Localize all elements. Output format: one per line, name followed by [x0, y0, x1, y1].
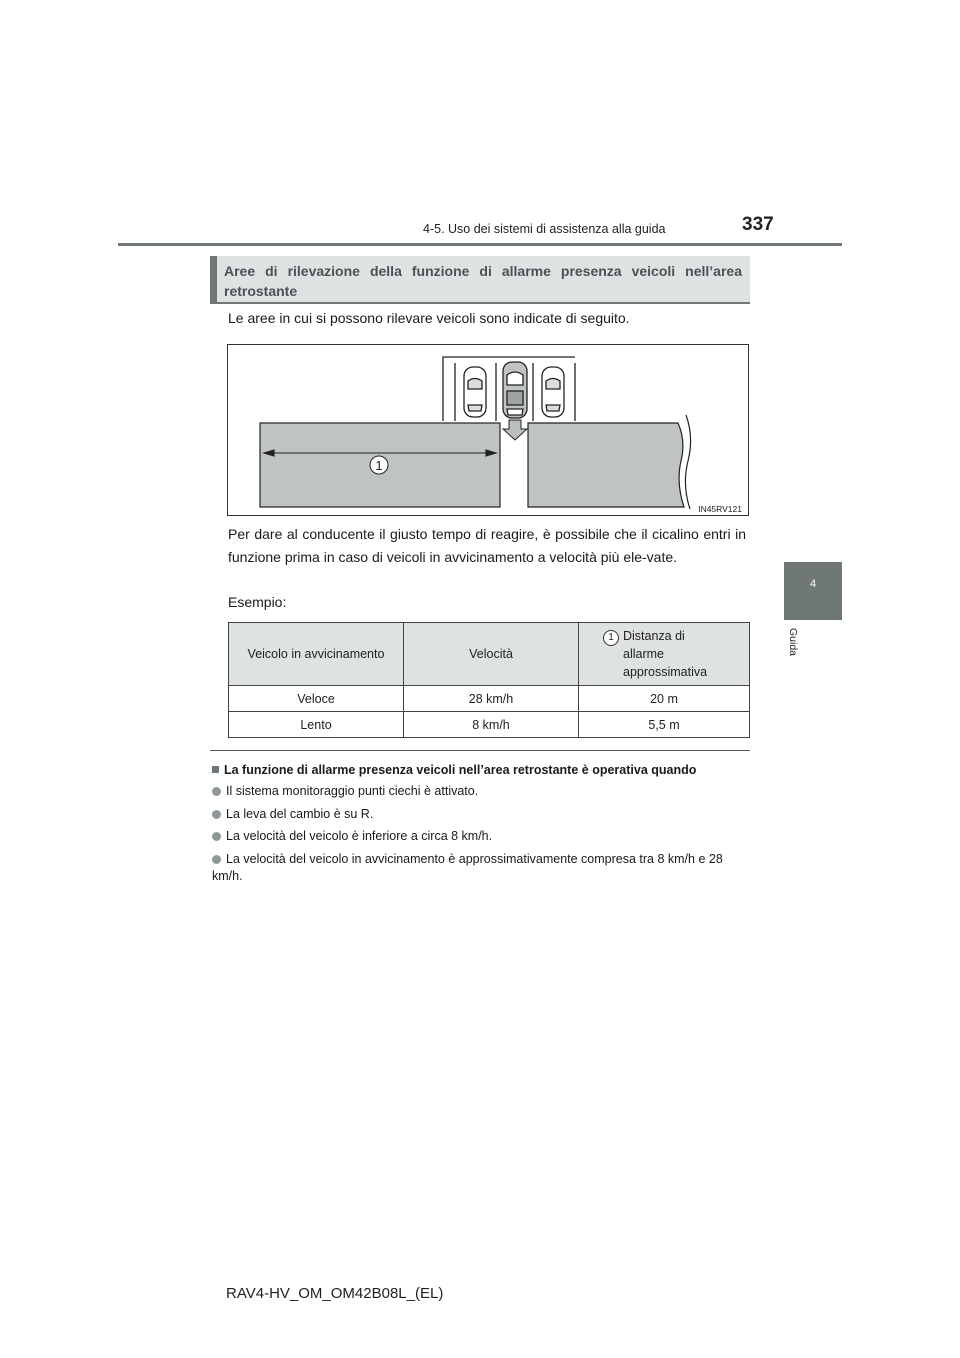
- list-item: La velocità del veicolo in avvicinamento è approssimativamente compresa tra 8 km/h e 28 km/h.: [212, 852, 723, 883]
- reaction-paragraph: Per dare al conducente il giusto tempo di reagire, è possibile che il cicalino entri in funzione prima in caso di veicoli in avvicinamento a velocità più ele-vate.: [228, 526, 746, 565]
- table-header-callout: 1: [603, 630, 619, 646]
- notes-title: [212, 763, 696, 777]
- table-cell: Veloce: [229, 686, 404, 712]
- table-cell: 28 km/h: [404, 686, 579, 712]
- table-row: [229, 712, 750, 738]
- figure-callout: 1: [375, 458, 383, 473]
- footer-doc-code: RAV4-HV_OM_OM42B08L_(EL): [226, 1285, 444, 1302]
- parked-car-left-icon: [464, 367, 486, 417]
- table-header-row: [229, 623, 750, 686]
- warning-distance-table: [228, 622, 750, 738]
- parked-car-right-icon: [542, 367, 564, 417]
- table-cell: 8 km/h: [404, 712, 579, 738]
- bullet-icon: [212, 855, 221, 864]
- notes-rule: [210, 750, 750, 751]
- section-heading-bar: [210, 256, 217, 302]
- list-item: La leva del cambio è su R.: [212, 806, 752, 823]
- section-heading: Aree di rilevazione della funzione di allarme presenza veicoli nell’area retrostante: [224, 263, 742, 299]
- notes-title-text: La funzione di allarme presenza veicoli nell’area retrostante è operativa quando: [224, 763, 697, 777]
- chapter-label-text: Guida: [787, 628, 799, 657]
- section-heading-box: [210, 256, 750, 304]
- square-bullet-icon: [212, 766, 219, 773]
- table-header-distance: [579, 623, 750, 686]
- chapter-tab: [784, 562, 842, 620]
- reverse-arrow-icon: [503, 420, 527, 440]
- detection-area-right: [528, 423, 684, 507]
- table-header-speed: Velocità: [404, 623, 579, 686]
- example-label: Esempio:: [228, 594, 287, 610]
- intro-text: Le aree in cui si possono rilevare veicoli sono indicate di seguito.: [228, 310, 630, 326]
- header-rule: [118, 243, 842, 246]
- chapter-label: [787, 628, 809, 688]
- table-cell: 5,5 m: [579, 712, 750, 738]
- reversing-car-icon: [503, 362, 527, 418]
- bullet-icon: [212, 810, 221, 819]
- detection-area-illustration: [228, 345, 748, 515]
- header-section-title: 4-5. Uso dei sistemi di assistenza alla guida: [423, 222, 666, 236]
- list-item: La velocità del veicolo è inferiore a circa 8 km/h.: [212, 828, 752, 845]
- detection-area-figure: [227, 344, 749, 516]
- figure-code: IN45RV121: [698, 504, 742, 514]
- list-item: Il sistema monitoraggio punti ciechi è attivato.: [212, 783, 752, 800]
- table-cell: 20 m: [579, 686, 750, 712]
- bullet-icon: [212, 832, 221, 841]
- table-row: [229, 686, 750, 712]
- table-header-vehicle: Veicolo in avvicinamento: [229, 623, 404, 686]
- chapter-number: 4: [809, 578, 817, 590]
- table-header-distance-text: Distanza di allarme approssimativa: [623, 629, 708, 679]
- table-cell: Lento: [229, 712, 404, 738]
- bullet-icon: [212, 787, 221, 796]
- page-number: 337: [742, 214, 774, 235]
